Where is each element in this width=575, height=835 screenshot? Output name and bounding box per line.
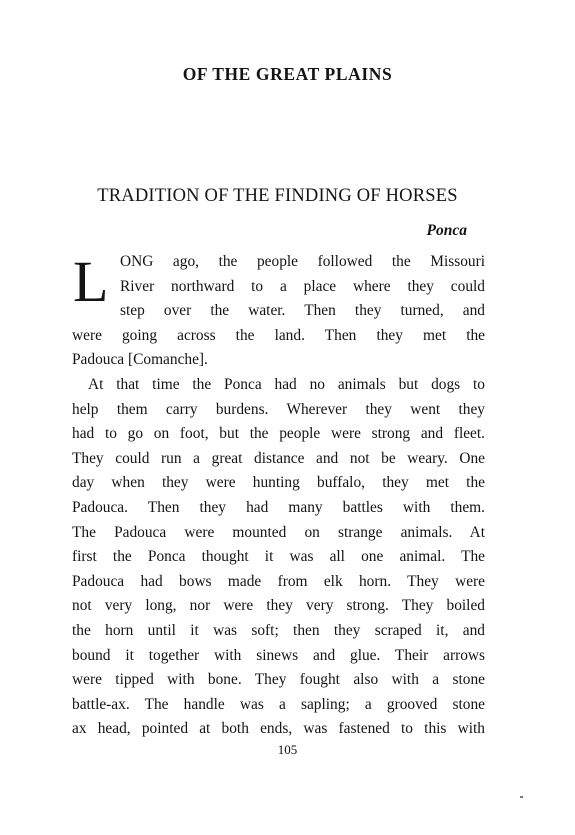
text-line: first the Ponca thought it was all one animal. The <box>72 548 485 566</box>
text-line: Padouca [Comanche]. <box>72 351 208 369</box>
text-line: had to go on foot, but the people were strong and fleet. <box>72 425 485 443</box>
text-line: Padouca. Then they had many battles with them. <box>72 498 485 516</box>
page-number: 105 <box>277 742 298 757</box>
attribution: Ponca <box>426 222 467 239</box>
running-head: OF THE GREAT PLAINS <box>182 64 393 84</box>
text-line: help them carry burdens. Wherever they went they <box>72 400 485 418</box>
text-line: battle-ax. The handle was a sapling; a grooved stone <box>72 695 485 713</box>
text-line: At that time the Ponca had no animals but dogs to <box>88 375 485 393</box>
text-line: They could run a great distance and not be weary. One <box>72 449 485 467</box>
text-line: day when they were hunting buffalo, they met the <box>72 474 485 492</box>
text-line: ax head, pointed at both ends, was fastened to this with <box>72 720 485 738</box>
text-line: were tipped with bone. They fought also with a stone <box>72 671 485 689</box>
text-line: were going across the land. Then they met the <box>72 326 485 344</box>
text-line: The Padouca were mounted on strange animals. At <box>72 523 485 541</box>
text-line: ONG ago, the people followed the Missouri <box>120 253 485 270</box>
scan-speck <box>520 796 523 798</box>
chapter-title: TRADITION OF THE FINDING OF HORSES <box>97 186 458 206</box>
text-line: bound it together with sinews and glue. Their arrows <box>72 646 485 664</box>
text-line: not very long, nor were they very strong. They boiled <box>72 597 485 615</box>
drop-cap: L <box>73 249 109 314</box>
body-text <box>72 250 485 742</box>
text-line: Padouca had bows made from elk horn. They were <box>72 572 485 590</box>
text-line: River northward to a place where they could <box>120 277 485 295</box>
text-line: step over the water. Then they turned, and <box>120 302 485 320</box>
text-line: the horn until it was soft; then they scraped it, and <box>72 621 485 639</box>
